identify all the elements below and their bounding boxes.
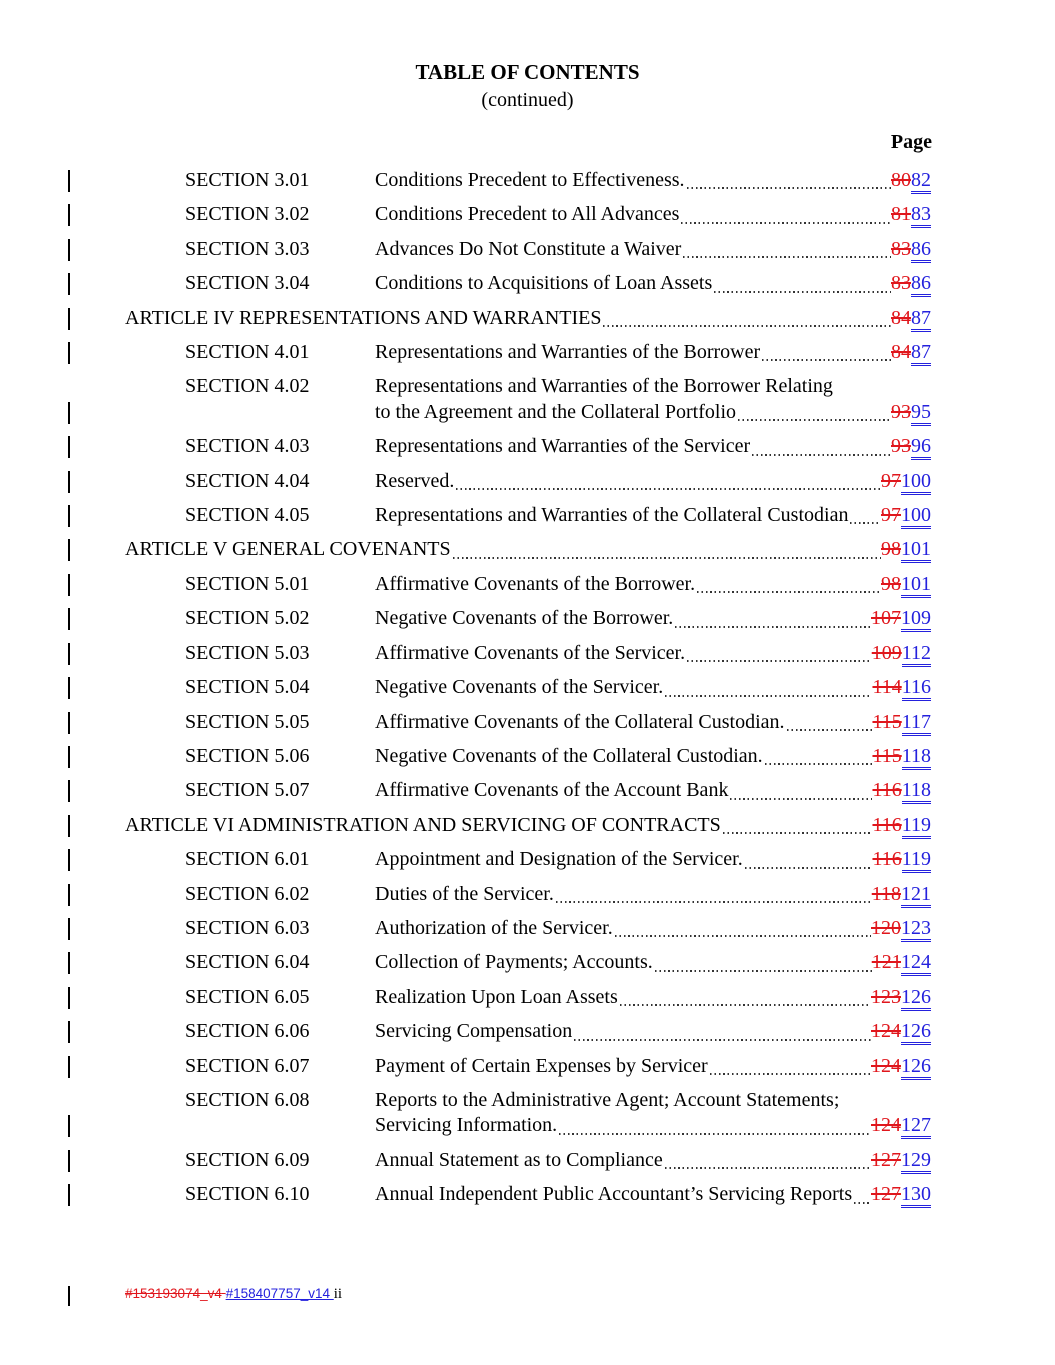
toc-entry xyxy=(125,1148,931,1173)
change-bar xyxy=(68,574,70,596)
toc-entry xyxy=(125,434,931,459)
toc-line xyxy=(125,778,931,803)
dot-leader xyxy=(574,1039,871,1041)
deleted-page-number: 98 xyxy=(881,538,901,561)
change-bar xyxy=(68,952,70,974)
inserted-page-number: 130 xyxy=(901,1183,931,1208)
dot-leader xyxy=(675,626,871,628)
change-bar xyxy=(68,1286,70,1306)
section-number-label: SECTION 4.02 xyxy=(185,375,310,398)
entry-title: Conditions Precedent to All Advances xyxy=(375,203,680,226)
page-numbers xyxy=(872,813,931,838)
toc-entry xyxy=(125,572,931,597)
toc-entry xyxy=(125,606,931,631)
inserted-page-number: 118 xyxy=(902,745,931,770)
dot-leader xyxy=(697,591,881,593)
page-numbers xyxy=(891,168,931,193)
toc-line xyxy=(125,641,931,666)
document-footer xyxy=(125,1286,342,1303)
deleted-page-number: 124 xyxy=(871,1054,901,1077)
page-numbers xyxy=(891,237,931,262)
inserted-page-number: 86 xyxy=(911,238,931,263)
dot-leader xyxy=(559,1133,871,1135)
change-bar xyxy=(68,849,70,871)
toc-entry xyxy=(125,340,931,365)
page-numbers xyxy=(881,537,931,562)
inserted-page-number: 96 xyxy=(911,435,931,460)
change-bar xyxy=(68,308,70,330)
section-number-label: SECTION 3.01 xyxy=(185,169,310,191)
page-numbers xyxy=(871,916,931,941)
dot-leader xyxy=(456,488,881,490)
entry-title: Conditions to Acquisitions of Loan Assets xyxy=(375,272,713,295)
deleted-page-number: 98 xyxy=(881,572,901,595)
entry-title: Representations and Warranties of the Servicer xyxy=(375,435,751,458)
deleted-page-number: 114 xyxy=(872,676,902,699)
deleted-page-number: 115 xyxy=(872,744,902,767)
dot-leader xyxy=(615,935,871,937)
page-subtitle: (continued) xyxy=(481,89,574,111)
page-numbers xyxy=(871,1113,931,1138)
entry-title: Representations and Warranties of the Borrower xyxy=(375,341,761,364)
section-number-label: SECTION 6.06 xyxy=(185,1020,310,1043)
section-number-label: SECTION 6.08 xyxy=(185,1088,310,1111)
dot-leader xyxy=(723,832,873,834)
inserted-page-number: 117 xyxy=(902,711,931,736)
deleted-page-number: 97 xyxy=(881,469,901,492)
dot-leader xyxy=(556,901,872,903)
entry-title: Affirmative Covenants of the Collateral Custodian. xyxy=(375,710,785,733)
deleted-page-number: 116 xyxy=(872,813,902,836)
section-number-label: SECTION 6.10 xyxy=(185,1183,310,1206)
deleted-page-number: 81 xyxy=(891,203,911,226)
page-numbers xyxy=(871,1148,931,1173)
deleted-page-number: 93 xyxy=(891,435,911,458)
page-column-header: Page xyxy=(890,131,932,153)
entry-title: Collection of Payments; Accounts. xyxy=(375,951,653,974)
section-number-label: SECTION 6.09 xyxy=(185,1148,310,1171)
inserted-page-number: 83 xyxy=(911,203,931,228)
change-bar xyxy=(68,402,70,424)
inserted-page-number: 126 xyxy=(901,986,931,1011)
dot-leader xyxy=(687,660,872,662)
dot-leader xyxy=(787,729,873,731)
toc-entry xyxy=(125,469,931,494)
dot-leader xyxy=(710,1073,871,1075)
toc-line xyxy=(125,434,931,459)
dot-leader xyxy=(738,419,891,421)
article-heading-text: ARTICLE VI ADMINISTRATION AND SERVICING OF CONTRACTS xyxy=(125,813,721,836)
dot-leader xyxy=(752,454,891,456)
toc-entry xyxy=(125,1019,931,1044)
deleted-page-number: 127 xyxy=(871,1148,901,1171)
page-numbers xyxy=(891,340,931,365)
toc-line xyxy=(125,537,931,562)
change-bar xyxy=(68,1184,70,1206)
toc-entry xyxy=(125,374,931,425)
toc-line xyxy=(125,237,931,262)
change-bar xyxy=(68,1056,70,1078)
page-numbers xyxy=(891,202,931,227)
toc-line xyxy=(125,1054,931,1079)
inserted-page-number: 116 xyxy=(902,676,931,701)
page-numbers xyxy=(891,400,931,425)
dot-leader xyxy=(765,763,873,765)
change-bar xyxy=(68,436,70,458)
article-heading-text: ARTICLE IV REPRESENTATIONS AND WARRANTIES xyxy=(125,306,602,329)
toc-entry xyxy=(125,985,931,1010)
dot-leader xyxy=(854,1202,871,1204)
toc-line xyxy=(125,916,931,941)
entry-title: Payment of Certain Expenses by Servicer xyxy=(375,1054,708,1077)
change-bar xyxy=(68,987,70,1009)
page-numbers xyxy=(881,469,931,494)
deleted-page-number: 116 xyxy=(872,779,902,802)
entry-title: Affirmative Covenants of the Servicer. xyxy=(375,641,686,664)
change-bar xyxy=(68,273,70,295)
change-bar xyxy=(68,643,70,665)
change-bar xyxy=(68,204,70,226)
deleted-page-number: 115 xyxy=(872,710,902,733)
page-numbers xyxy=(872,950,931,975)
toc-line xyxy=(125,1148,931,1173)
toc-line xyxy=(125,271,931,296)
toc-line xyxy=(125,503,931,528)
deleted-page-number: 107 xyxy=(871,607,901,630)
entry-title: Reports to the Administrative Agent; Account Statements; xyxy=(375,1088,840,1111)
page-numbers xyxy=(881,503,931,528)
section-number-label: SECTION 4.04 xyxy=(185,469,310,492)
toc-entry xyxy=(125,916,931,941)
toc-line xyxy=(125,400,931,425)
article-heading-text: ARTICLE V GENERAL COVENANTS xyxy=(125,538,451,561)
dot-leader xyxy=(603,325,891,327)
change-bar xyxy=(68,239,70,261)
page-numbers xyxy=(871,1182,931,1207)
toc-entry xyxy=(125,847,931,872)
section-number-label: SECTION 3.02 xyxy=(185,203,310,226)
inserted-page-number: 112 xyxy=(902,642,931,667)
page-numbers xyxy=(872,882,931,907)
section-number-label: SECTION 6.03 xyxy=(185,916,310,939)
toc-entry xyxy=(125,503,931,528)
section-number-label: SECTION 4.01 xyxy=(185,341,310,364)
deleted-page-number: 97 xyxy=(881,504,901,527)
change-bar xyxy=(68,712,70,734)
entry-title: to the Agreement and the Collateral Portfolio xyxy=(375,400,737,423)
section-number-label: SECTION 5.03 xyxy=(185,641,310,664)
deleted-page-number: 83 xyxy=(891,272,911,295)
dot-leader xyxy=(665,695,872,697)
deleted-page-number: 109 xyxy=(871,641,902,664)
deleted-page-number: 127 xyxy=(871,1183,901,1206)
deleted-page-number: 84 xyxy=(891,341,911,364)
toc-line xyxy=(125,374,931,399)
entry-title: Conditions Precedent to Effectiveness. xyxy=(375,169,685,191)
inserted-page-number: 101 xyxy=(901,573,931,598)
section-number-label: SECTION 5.02 xyxy=(185,607,310,630)
change-bar xyxy=(68,608,70,630)
page-numbers xyxy=(872,710,931,735)
dot-leader xyxy=(730,798,872,800)
change-bar xyxy=(68,1115,70,1137)
toc-entry xyxy=(125,1088,931,1139)
dot-leader xyxy=(687,187,891,189)
deleted-page-number: 124 xyxy=(871,1020,901,1043)
section-number-label: SECTION 3.04 xyxy=(185,272,310,295)
toc-line xyxy=(125,340,931,365)
toc-line xyxy=(125,1088,931,1113)
section-number-label: SECTION 5.01 xyxy=(185,572,310,595)
dot-leader xyxy=(665,1167,871,1169)
inserted-page-number: 100 xyxy=(901,470,931,495)
footer-page-number: ii xyxy=(333,1286,343,1302)
entry-title: Representations and Warranties of the Borrower Relating xyxy=(375,375,833,398)
entry-title: Advances Do Not Constitute a Waiver xyxy=(375,237,682,260)
change-bar xyxy=(68,471,70,493)
toc-line xyxy=(125,168,931,193)
page-numbers xyxy=(872,778,931,803)
deleted-page-number: 83 xyxy=(891,237,911,260)
entry-title: Servicing Information. xyxy=(375,1114,558,1137)
deleted-page-number: 120 xyxy=(871,916,901,939)
inserted-page-number: 87 xyxy=(911,341,931,366)
toc-entry xyxy=(125,813,931,838)
page-numbers xyxy=(871,985,931,1010)
inserted-page-number: 119 xyxy=(902,848,931,873)
inserted-page-number: 95 xyxy=(911,401,931,426)
document-header xyxy=(0,60,1055,112)
section-number-label: SECTION 5.04 xyxy=(185,676,310,699)
section-number-label: SECTION 6.02 xyxy=(185,882,310,905)
toc-entry xyxy=(125,537,931,562)
entry-title: Annual Independent Public Accountant’s Servicing Reports xyxy=(375,1183,853,1206)
inserted-page-number: 82 xyxy=(911,169,931,194)
dot-leader xyxy=(655,970,872,972)
inserted-doc-id: #158407757_v14 xyxy=(225,1286,330,1301)
toc-entry xyxy=(125,950,931,975)
section-number-label: SECTION 5.07 xyxy=(185,779,310,802)
entry-title: Reserved. xyxy=(375,469,455,492)
inserted-page-number: 121 xyxy=(901,883,931,908)
page-numbers xyxy=(891,306,931,331)
toc-entry xyxy=(125,306,931,331)
toc-line xyxy=(125,606,931,631)
toc-entry xyxy=(125,778,931,803)
section-number-label: SECTION 6.05 xyxy=(185,985,310,1008)
deleted-page-number: 118 xyxy=(871,882,901,905)
dot-leader xyxy=(453,557,881,559)
dot-leader xyxy=(620,1004,871,1006)
toc-entry xyxy=(125,202,931,227)
change-bar xyxy=(68,505,70,527)
page-numbers xyxy=(871,1054,931,1079)
entry-title: Realization Upon Loan Assets xyxy=(375,985,618,1008)
toc-line xyxy=(125,710,931,735)
entry-title: Representations and Warranties of the Collateral Custodian xyxy=(375,504,849,527)
toc-entry xyxy=(125,271,931,296)
toc-line xyxy=(125,1113,931,1138)
toc-entry xyxy=(125,675,931,700)
entry-title: Annual Statement as to Compliance xyxy=(375,1148,663,1171)
change-bar xyxy=(68,884,70,906)
toc-line xyxy=(125,847,931,872)
change-bar xyxy=(68,1150,70,1172)
toc-line xyxy=(125,813,931,838)
entry-title: Negative Covenants of the Servicer. xyxy=(375,676,664,699)
deleted-page-number: 121 xyxy=(871,951,901,974)
page-numbers xyxy=(872,744,931,769)
deleted-page-number: 80 xyxy=(891,169,911,191)
toc-entry xyxy=(125,168,931,193)
toc-line xyxy=(125,744,931,769)
inserted-page-number: 124 xyxy=(901,951,931,976)
inserted-page-number: 127 xyxy=(901,1114,931,1139)
change-bar xyxy=(68,1021,70,1043)
page-numbers xyxy=(871,1019,931,1044)
section-number-label: SECTION 5.05 xyxy=(185,710,310,733)
page-numbers xyxy=(872,847,931,872)
page-numbers xyxy=(872,675,931,700)
entry-title: Appointment and Designation of the Servicer. xyxy=(375,848,743,871)
toc-entry xyxy=(125,1182,931,1207)
inserted-page-number: 123 xyxy=(901,917,931,942)
inserted-page-number: 100 xyxy=(901,504,931,529)
entry-title: Affirmative Covenants of the Account Bank xyxy=(375,779,729,802)
toc-entry xyxy=(125,1054,931,1079)
section-number-label: SECTION 4.03 xyxy=(185,435,310,458)
inserted-page-number: 87 xyxy=(911,307,931,332)
toc-line xyxy=(125,985,931,1010)
toc-line xyxy=(125,1182,931,1207)
toc-line xyxy=(125,675,931,700)
page-title: TABLE OF CONTENTS xyxy=(415,60,640,84)
toc-line xyxy=(125,882,931,907)
inserted-page-number: 118 xyxy=(902,779,931,804)
deleted-page-number: 84 xyxy=(891,306,911,329)
inserted-page-number: 126 xyxy=(901,1055,931,1080)
change-bar xyxy=(68,342,70,364)
toc-entry xyxy=(125,710,931,735)
entry-title: Negative Covenants of the Collateral Custodian. xyxy=(375,744,763,767)
deleted-doc-id: #153193074_v4 xyxy=(125,1286,222,1301)
page-numbers xyxy=(891,434,931,459)
toc-line xyxy=(125,469,931,494)
change-bar xyxy=(68,746,70,768)
page-numbers xyxy=(871,606,931,631)
entry-title: Servicing Compensation xyxy=(375,1020,573,1043)
section-number-label: SECTION 6.01 xyxy=(185,848,310,871)
dot-leader xyxy=(745,867,873,869)
dot-leader xyxy=(683,256,891,258)
deleted-page-number: 123 xyxy=(871,985,901,1008)
toc-line xyxy=(125,572,931,597)
deleted-page-number: 124 xyxy=(871,1114,901,1137)
entry-title: Affirmative Covenants of the Borrower. xyxy=(375,572,696,595)
dot-leader xyxy=(762,359,891,361)
entry-title: Negative Covenants of the Borrower. xyxy=(375,607,674,630)
dot-leader xyxy=(714,291,891,293)
inserted-page-number: 126 xyxy=(901,1020,931,1045)
section-number-label: SECTION 3.03 xyxy=(185,237,310,260)
toc-list xyxy=(125,168,931,1217)
inserted-page-number: 129 xyxy=(901,1149,931,1174)
section-number-label: SECTION 5.06 xyxy=(185,744,310,767)
toc-line xyxy=(125,306,931,331)
section-number-label: SECTION 6.04 xyxy=(185,951,310,974)
inserted-page-number: 86 xyxy=(911,272,931,297)
change-bar xyxy=(68,539,70,561)
toc-line xyxy=(125,950,931,975)
page-numbers xyxy=(872,641,931,666)
inserted-page-number: 101 xyxy=(901,538,931,563)
toc-entry xyxy=(125,237,931,262)
page-numbers xyxy=(891,271,931,296)
change-bar xyxy=(68,170,70,192)
toc-line xyxy=(125,1019,931,1044)
entry-title: Duties of the Servicer. xyxy=(375,882,554,905)
change-bar xyxy=(68,780,70,802)
dot-leader xyxy=(681,222,891,224)
change-bar xyxy=(68,677,70,699)
change-bar xyxy=(68,815,70,837)
change-bar xyxy=(68,918,70,940)
toc-entry xyxy=(125,882,931,907)
deleted-page-number: 93 xyxy=(891,400,911,423)
toc-line xyxy=(125,202,931,227)
dot-leader xyxy=(850,522,881,524)
entry-title: Authorization of the Servicer. xyxy=(375,916,613,939)
section-number-label: SECTION 4.05 xyxy=(185,504,310,527)
inserted-page-number: 119 xyxy=(902,814,931,839)
toc-entry xyxy=(125,641,931,666)
deleted-page-number: 116 xyxy=(872,848,902,871)
toc-entry xyxy=(125,744,931,769)
inserted-page-number: 109 xyxy=(901,607,931,632)
section-number-label: SECTION 6.07 xyxy=(185,1054,310,1077)
page-numbers xyxy=(881,572,931,597)
